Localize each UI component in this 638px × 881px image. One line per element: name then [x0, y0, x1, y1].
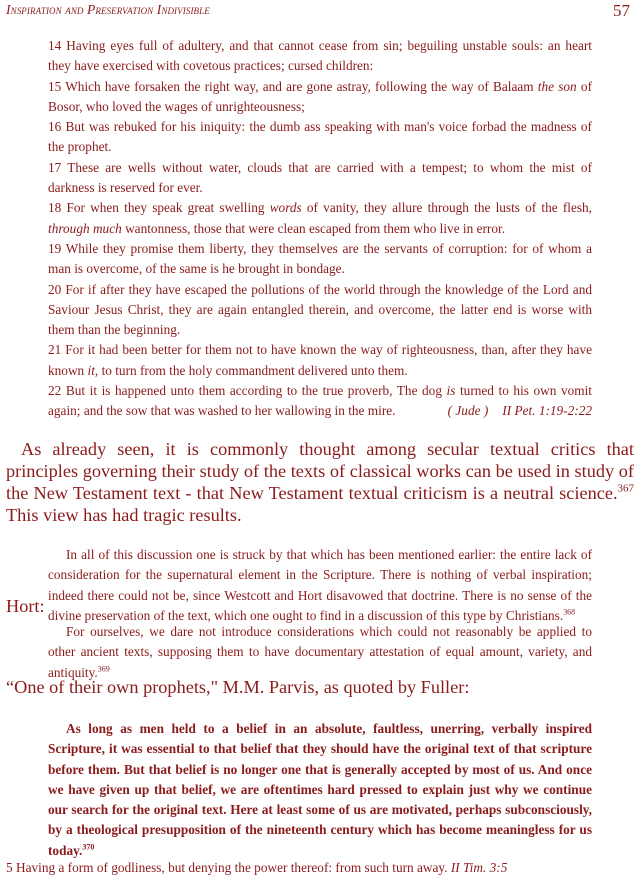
- verse-16: 16 But was rebuked for his iniquity: the dumb ass speaking with man's voice forbad the madness of the prophet.: [48, 119, 592, 155]
- footnote-ref-367[interactable]: 367: [617, 482, 634, 495]
- verse-15: 15 Which have forsaken the right way, and are gone astray, following the way of Balaam the son of Bosor, who loved the wages of unrighteousness;: [48, 78, 592, 114]
- scripture-block: [48, 36, 592, 422]
- hort-label: Hort:: [6, 596, 45, 616]
- body-paragraph-neutral-science: As already seen, it is commonly thought among secular textual critics that principles governing their study of the texts of classical works can be used in study of the New Testament text - that New Testament textual criticism is a neutral science.$^{367}$ This view has had tragic results.: [6, 439, 634, 525]
- quote-parvis: As long as men held to a belief in an absolute, faultless, unerring, verbally inspired Scripture, it was essential to that belief that they should have the original text of that scripture before them. But that belief is no longer one that is generally accepted by most of us. And once we have given up that belief, we are oftentimes hard pressed to explain just why we continue our search for the original text. Here at least some of us are motivated, perhaps subconsciously, by a theological presupposition of the nineteenth century which has become meaningless for us today.$^{370}$: [48, 721, 592, 858]
- page-header: [6, 2, 632, 22]
- quote-supernatural-element: In all of this discussion one is struck by that which has been mentioned earlier: the entire lack of consideration for the supernatural element in the Scripture. There is nothing of verbal inspiration; indeed there could not be, since Westcott and Hort disavowed that doctrine. There is no sense of the divine preservation of the text, which one ought to find in a discussion of this type by Christians.$^{368}$: [48, 547, 592, 623]
- verse-22: 22 But it is happened unto them according to the true proverb, The dog is turned to his own vomit again; and the sow that was washed to her wallowing in the mire. ( Jude ) II Pet. 1:19-2:22: [48, 381, 592, 422]
- footer-verse-citation: II Tim. 3:5: [450, 860, 508, 875]
- verse-21: 21 For it had been better for them not to have known the way of righteousness, than, after they have known it, to turn from the holy commandment delivered unto them.: [48, 342, 592, 378]
- verse-17: 17 These are wells without water, clouds that are carried with a tempest; to whom the mist of darkness is reserved for ever.: [48, 159, 592, 196]
- footnote-ref-370[interactable]: 370: [82, 842, 95, 852]
- verse-18: 18 For when they speak great swelling words of vanity, they allure through the lusts of the flesh, through much wantonness, those that were clean escaped from them who live in error.: [48, 200, 593, 236]
- verse-19: 19 While they promise them liberty, they themselves are the servants of corruption: for of whom a man is overcome, of the same is he brought in bondage.: [48, 240, 592, 277]
- footer-verse: 5 Having a form of godliness, but denying the power thereof: from such turn away. II Tim. 3:5: [6, 860, 508, 875]
- verse-20: 20 For if after they have escaped the pollutions of the world through the knowledge of the Lord and Saviour Jesus Christ, they are again entangled therein, and overcome, the latter end is worse with them than the beginning.: [48, 281, 592, 338]
- quote-hort: For ourselves, we dare not introduce considerations which could not reasonably be applied to other ancient texts, supposing them to have documentary attestation of equal amount, variety, and antiquity.$^{369}$: [48, 624, 592, 680]
- scripture-citation: ( Jude ) II Pet. 1:19-2:22: [447, 403, 592, 419]
- running-title: Inspiration and Preservation Indivisible: [6, 2, 210, 17]
- footnote-ref-368[interactable]: 368: [563, 607, 576, 617]
- footnote-ref-369[interactable]: 369: [97, 664, 110, 674]
- verse-14: 14 Having eyes full of adultery, and that cannot cease from sin; beguiling unstable souls: an heart they have exercised with covetous practices; cursed children:: [48, 38, 592, 74]
- page-number: 57: [613, 1, 630, 20]
- parvis-intro: “One of their own prophets," M.M. Parvis, as quoted by Fuller:: [6, 677, 470, 697]
